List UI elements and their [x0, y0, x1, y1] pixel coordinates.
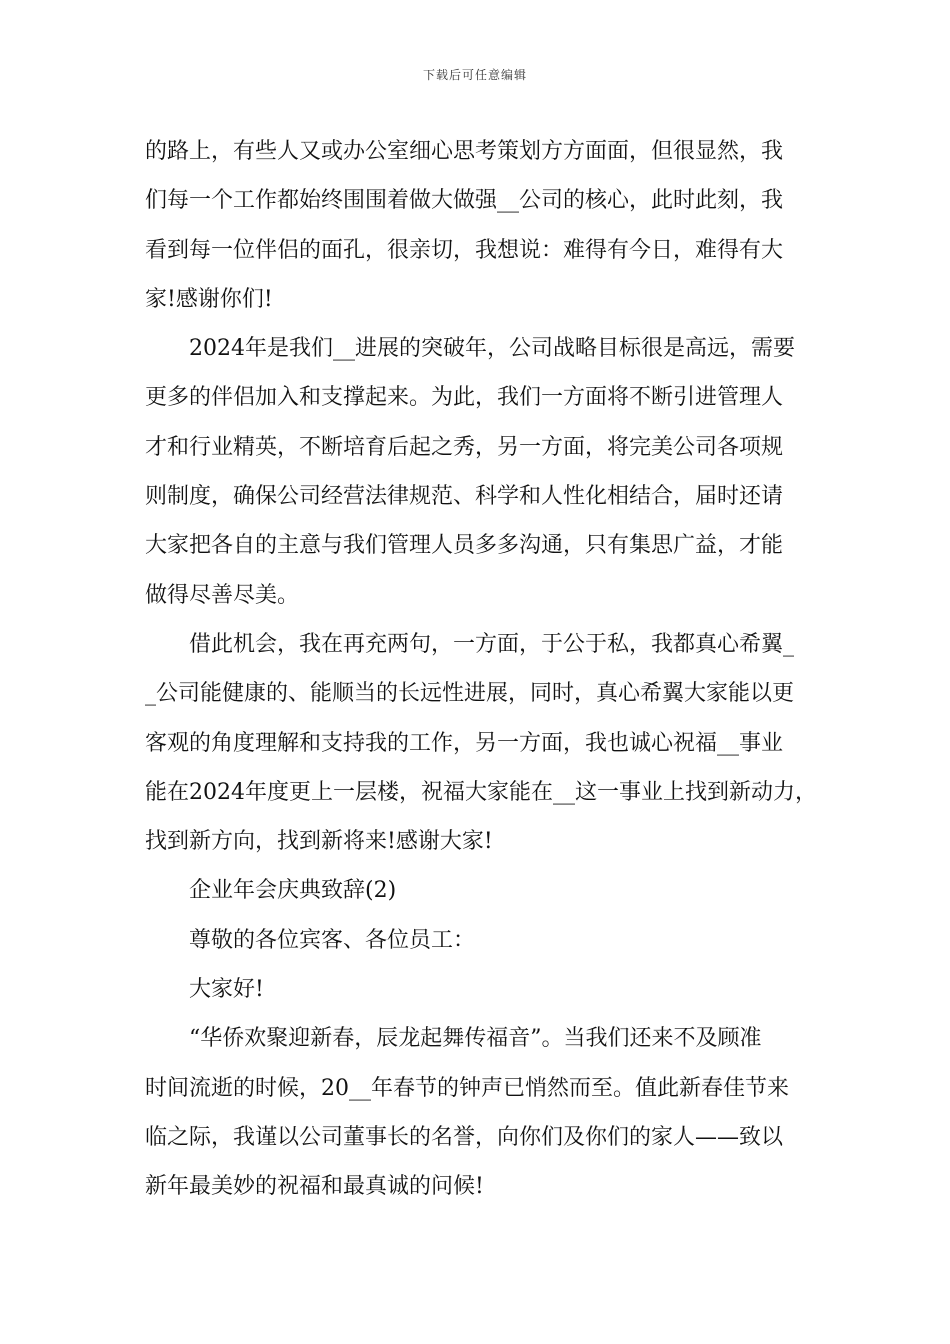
text-line: 客观的角度理解和支持我的工作，另一方面，我也诚心祝福__事业	[145, 730, 784, 756]
text-line: 家!感谢你们!	[145, 286, 273, 312]
text-line: 能在2024年度更上一层楼，祝福大家能在__这一事业上找到新动力，	[145, 779, 817, 805]
text-line: 才和行业精英，不断培育后起之秀，另一方面，将完美公司各项规	[145, 434, 784, 460]
text-line: 更多的伴侣加入和支撑起来。为此，我们一方面将不断引进管理人	[145, 385, 784, 411]
text-line: 借此机会，我在再充两句，一方面，于公于私，我都真心希翼_	[189, 631, 795, 657]
text-line: 2024年是我们__进展的突破年，公司战略目标很是高远，需要	[189, 336, 795, 362]
text-line: 大家把各自的主意与我们管理人员多多沟通，只有集思广益，才能	[145, 533, 784, 559]
text-line: 时间流逝的时候，20__年春节的钟声已悄然而至。值此新春佳节来	[145, 1075, 789, 1101]
text-line: 们每一个工作都始终围围着做大做强__公司的核心，此时此刻，我	[145, 188, 784, 214]
text-line: 则制度，确保公司经营法律规范、科学和人性化相结合，届时还请	[145, 484, 784, 510]
document-body	[145, 132, 817, 1217]
text-line: 大家好!	[189, 977, 264, 1003]
text-line: 的路上，有些人又或办公室细心思考策划方方面面，但很显然，我	[145, 139, 784, 164]
text-line: _公司能健康的、能顺当的长远性进展，同时，真心希翼大家能以更	[145, 681, 795, 707]
text-line: 看到每一位伴侣的面孔，很亲切，我想说：难得有今日，难得有大	[145, 237, 784, 263]
text-line: 企业年会庆典致辞(2)	[189, 878, 397, 904]
page-header: 下载后可任意编辑	[422, 68, 527, 82]
text-line: “华侨欢聚迎新春，辰龙起舞传福音”。当我们还来不及顾准	[189, 1026, 762, 1052]
text-line: 新年最美妙的祝福和最真诚的问候!	[145, 1174, 484, 1200]
text-line: 做得尽善尽美。	[145, 582, 300, 608]
text-line: 找到新方向，找到新将来!感谢大家!	[145, 829, 493, 855]
text-line: 尊敬的各位宾客、各位员工：	[189, 927, 476, 953]
text-line: 临之际，我谨以公司董事长的名誉，向你们及你们的家人——致以	[145, 1124, 784, 1150]
